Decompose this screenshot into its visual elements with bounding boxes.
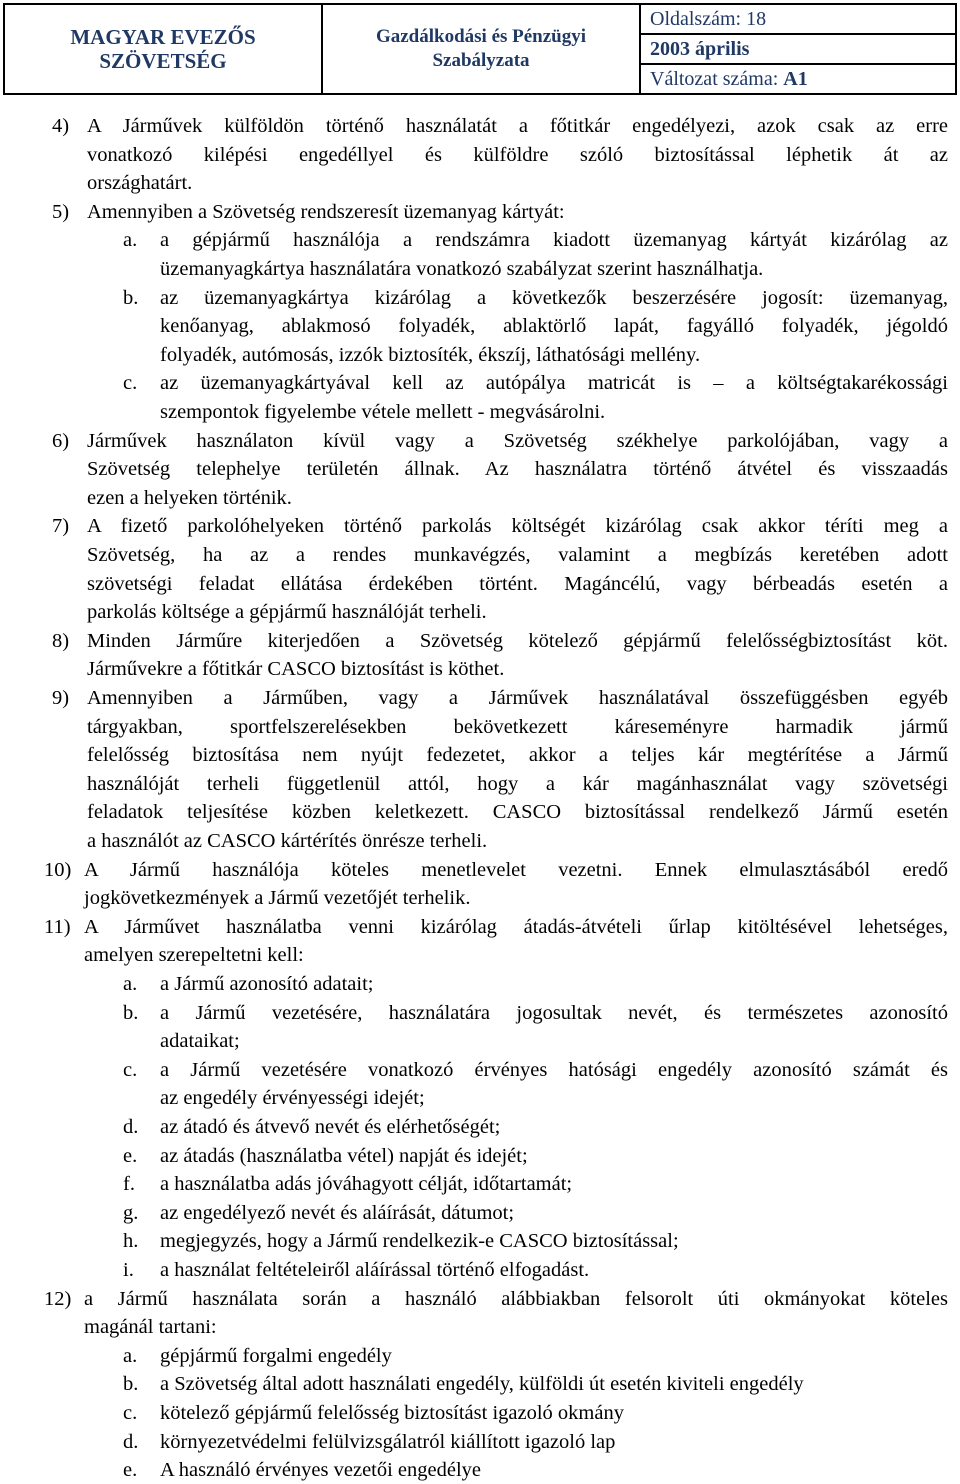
item-number: 8)	[52, 629, 70, 652]
paragraph-line: a Jármű használata során a használó alábbiakban felsorolt úti okmányokat köteles	[84, 1287, 948, 1310]
org-name-cell	[4, 4, 322, 94]
paragraph-line: Minden Járműre kiterjedően a Szövetség kötelező gépjármű felelősségbiztosítást köt.	[87, 629, 948, 652]
subitem-line: A használó érvényes vezetői engedélye	[160, 1459, 482, 1482]
subitem-line: a Jármű vezetésére, használatára jogosultak nevét, és természetes azonosító	[160, 1001, 948, 1024]
paragraph-line: Járművek használaton kívül vagy a Szövetség székhelye parkolójában, vagy a	[87, 429, 948, 452]
subitem-line: üzemanyagkártya használatára vonatkozó szabályzat szerint használhatja.	[160, 258, 764, 280]
item-number: 7)	[52, 515, 70, 538]
paragraph-line: A Járművet használatba venni kizárólag átadás-átvételi űrlap kitöltésével lehetséges,	[84, 915, 948, 938]
subitem-line: a használatba adás jóváhagyott célját, időtartamát;	[160, 1173, 573, 1196]
paragraph-line: A fizető parkolóhelyeken történő parkolás költségét kizárólag csak akkor téríti meg a	[87, 515, 948, 538]
paragraph-line: magánál tartani:	[84, 1316, 217, 1339]
paragraph-line: vonatkozó kilépési engedéllyel és külföldre szóló biztosítással léphetik át az	[87, 143, 948, 166]
paragraph-line: Szövetség telephelye területén állnak. Az használatra történő átvétel és visszaadás	[87, 458, 948, 481]
subitem-letter: g.	[123, 1201, 139, 1224]
subitem-line: az engedély érvényességi idejét;	[160, 1087, 425, 1110]
paragraph-line: tárgyakban, sportfelszerelésekben bekövetkezett káreseményre harmadik jármű	[87, 715, 948, 738]
subitem-line: az engedélyező nevét és aláírását, dátumot;	[160, 1201, 515, 1224]
subitem-letter: h.	[123, 1230, 139, 1253]
subitem-letter: f.	[123, 1173, 135, 1196]
paragraph-line: A Járművek külföldön történő használatát a főtitkár engedélyezi, azok csak az erre	[87, 115, 948, 137]
doc-title-line-2: Szabályzata	[432, 50, 530, 71]
paragraph-line: használóját terheli függetlenül attól, hogy a kár magánhasználat vagy szövetségi	[87, 772, 948, 795]
subitem-line: a gépjármű használója a rendszámra kiadott üzemanyag kártyát kizárólag az	[160, 229, 948, 252]
doc-meta-cell	[640, 4, 956, 94]
subitem-line: az üzemanyagkártya kizárólag a következők beszerzésére jogosít: üzemanyag,	[160, 286, 948, 309]
subitem-line: a Jármű vezetésére vonatkozó érvényes hatósági engedély azonosító számát és	[160, 1058, 948, 1081]
item-number: 5)	[52, 200, 70, 223]
paragraph-line: felelősség biztosítása nem nyújt fedezetet, akkor a teljes kár megtérítése a Jármű	[87, 744, 948, 767]
subitem-letter: c.	[123, 372, 138, 395]
subitem-letter: a.	[123, 229, 138, 252]
org-name-line-2: SZÖVETSÉG	[99, 49, 227, 73]
paragraph-line: jogkövetkezmények a Jármű vezetőjét terhelik.	[84, 887, 471, 910]
subitem-line: a Szövetség által adott használati engedély, külföldi út esetén kiviteli engedély	[160, 1373, 804, 1396]
subitem-letter: c.	[123, 1402, 138, 1424]
paragraph-line: A Jármű használója köteles menetlevelet vezetni. Ennek elmulasztásából eredő	[84, 858, 948, 881]
item-number: 4)	[52, 115, 70, 137]
subitem-line: folyadék, autómosás, izzók biztosíték, ékszíj, láthatósági mellény.	[160, 343, 701, 366]
item-number: 6)	[52, 429, 70, 452]
subitem-line: az átadó és átvevő nevét és elérhetőségét;	[160, 1116, 501, 1138]
subitem-letter: b.	[123, 1373, 139, 1396]
item-number: 12)	[44, 1287, 72, 1310]
subitem-letter: e.	[123, 1459, 138, 1482]
paragraph-line: Amennyiben a Szövetség rendszeresít üzemanyag kártyát:	[87, 200, 565, 223]
version-label: Változat száma:	[650, 68, 784, 90]
subitem-line: kenőanyag, ablakmosó folyadék, ablaktörlő lapát, fagyálló folyadék, jégoldó	[160, 315, 948, 338]
document-header	[3, 3, 957, 95]
page-number: Oldalszám: 18	[650, 8, 767, 30]
doc-title-cell	[322, 4, 640, 94]
paragraph-line: a használót az CASCO kártérítés önrésze terheli.	[87, 830, 488, 852]
paragraph-line: Szövetség, ha az a rendes munkavégzés, valamint a megbízás keretében adott	[87, 544, 948, 566]
subitem-letter: b.	[123, 1001, 139, 1024]
paragraph-line: amelyen szerepeltetni kell:	[84, 944, 304, 967]
subitem-letter: i.	[123, 1259, 134, 1281]
item-number: 10)	[44, 858, 72, 881]
paragraph-line: parkolás költsége a gépjármű használóját terheli.	[87, 601, 487, 624]
subitem-line: az átadás (használatba vétel) napját és idejét;	[160, 1144, 528, 1167]
subitem-letter: c.	[123, 1058, 138, 1081]
doc-title-line-1: Gazdálkodási és Pénzügyi	[375, 26, 587, 47]
subitem-line: szempontok figyelembe vétele mellett - megvásárolni.	[160, 401, 606, 423]
paragraph-line: ezen a helyeken történik.	[87, 486, 292, 509]
subitem-letter: d.	[123, 1116, 139, 1138]
subitem-letter: a.	[123, 1344, 138, 1367]
doc-date: 2003 április	[641, 33, 955, 63]
subitem-line: megjegyzés, hogy a Jármű rendelkezik-e CASCO biztosítással;	[160, 1230, 679, 1253]
subitem-line: adataikat;	[160, 1030, 240, 1053]
paragraph-line: feladatok teljesítése közben keletkezett. CASCO biztosítással rendelkező Jármű esetén	[87, 801, 948, 824]
subitem-letter: b.	[123, 286, 139, 309]
subitem-line: gépjármű forgalmi engedély	[160, 1344, 392, 1367]
paragraph-line: Járművekre a főtitkár CASCO biztosítást is köthet.	[87, 658, 505, 681]
subitem-line: kötelező gépjármű felelősség biztosítást igazoló okmány	[160, 1402, 624, 1424]
version-value: A1	[783, 68, 808, 90]
item-number: 11)	[44, 915, 71, 938]
subitem-letter: e.	[123, 1144, 138, 1167]
paragraph-line: Amennyiben a Járműben, vagy a Járművek használatával összefüggésben egyéb	[87, 687, 948, 709]
org-name-line-1: MAGYAR EVEZŐS	[70, 25, 256, 49]
subitem-letter: d.	[123, 1430, 139, 1453]
subitem-line: környezetvédelmi felülvizsgálatról kiállított igazoló lap	[160, 1430, 616, 1453]
item-number: 9)	[52, 687, 70, 709]
subitem-letter: a.	[123, 973, 138, 995]
subitem-line: a Jármű azonosító adatait;	[160, 973, 374, 995]
paragraph-line: szövetségi feladat ellátása érdekében történt. Magáncélú, vagy bérbeadás esetén a	[87, 572, 948, 595]
subitem-line: a használat feltételeiről aláírással történő elfogadást.	[160, 1259, 590, 1281]
paragraph-line: országhatárt.	[87, 172, 193, 195]
version-row	[641, 63, 955, 93]
subitem-line: az üzemanyagkártyával kell az autópálya matricát is – a költségtakarékossági	[160, 372, 948, 395]
